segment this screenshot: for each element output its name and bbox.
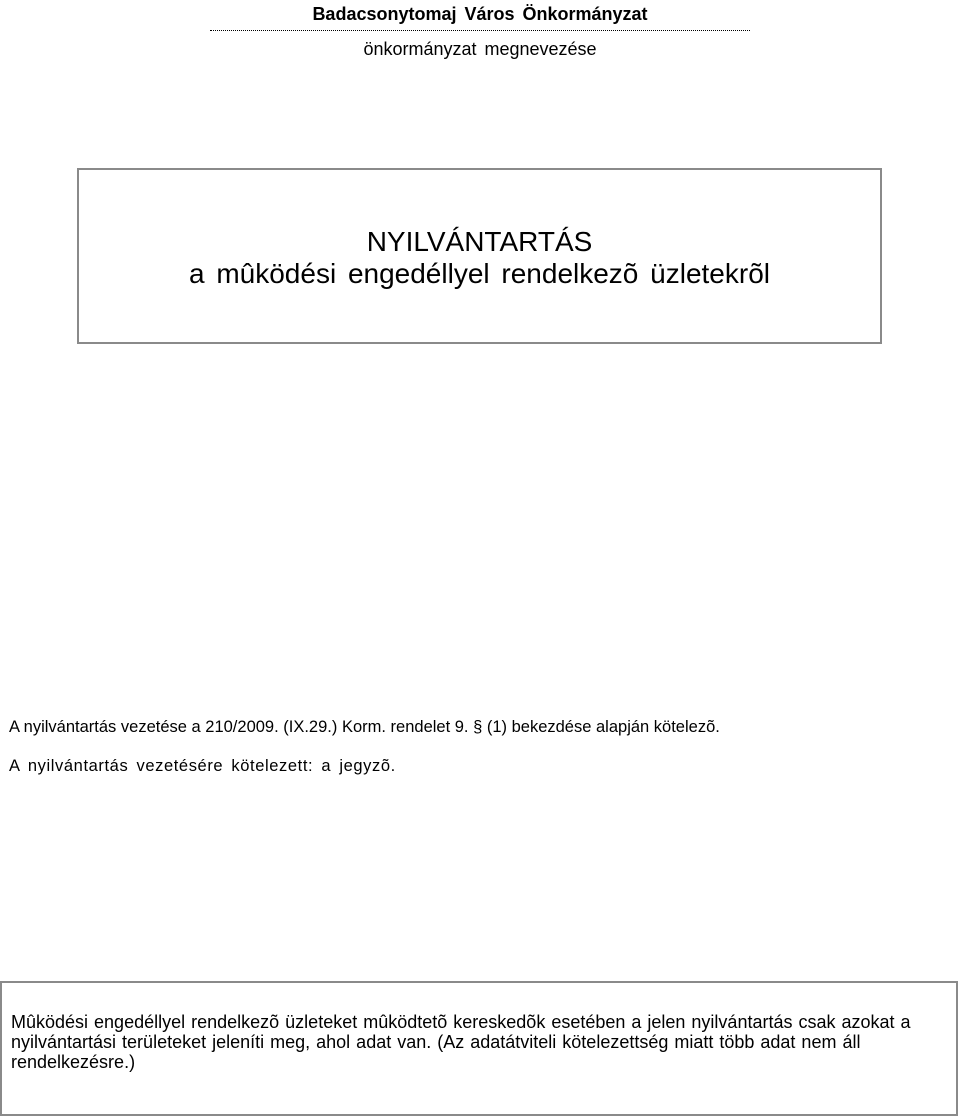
note-text: Mûködési engedéllyel rendelkezõ üzleteket mûködtetõ kereskedõk esetében a jelen nyilvántartás csak azokat a nyilvántartási területeket jeleníti meg, ahol adat van. (Az adatátviteli kötelezettség miatt több adat nem áll rendelkezésre.) xyxy=(11,1012,911,1072)
responsible-person-text: A nyilvántartás vezetésére kötelezett: a jegyzõ. xyxy=(9,757,396,775)
title-box xyxy=(77,168,882,344)
organization-caption: önkormányzat megnevezése xyxy=(363,39,597,59)
document-subtitle: a mûködési engedéllyel rendelkezõ üzletekrõl xyxy=(188,258,770,289)
dotted-fill-line xyxy=(210,22,750,31)
note-box xyxy=(0,981,958,1116)
document-title: NYILVÁNTARTÁS xyxy=(366,226,593,257)
organization-name: Badacsonytomaj Város Önkormányzat xyxy=(312,4,648,24)
legal-basis-text: A nyilvántartás vezetése a 210/2009. (IX.29.) Korm. rendelet 9. § (1) bekezdése alapján kötelezõ. xyxy=(9,718,720,736)
